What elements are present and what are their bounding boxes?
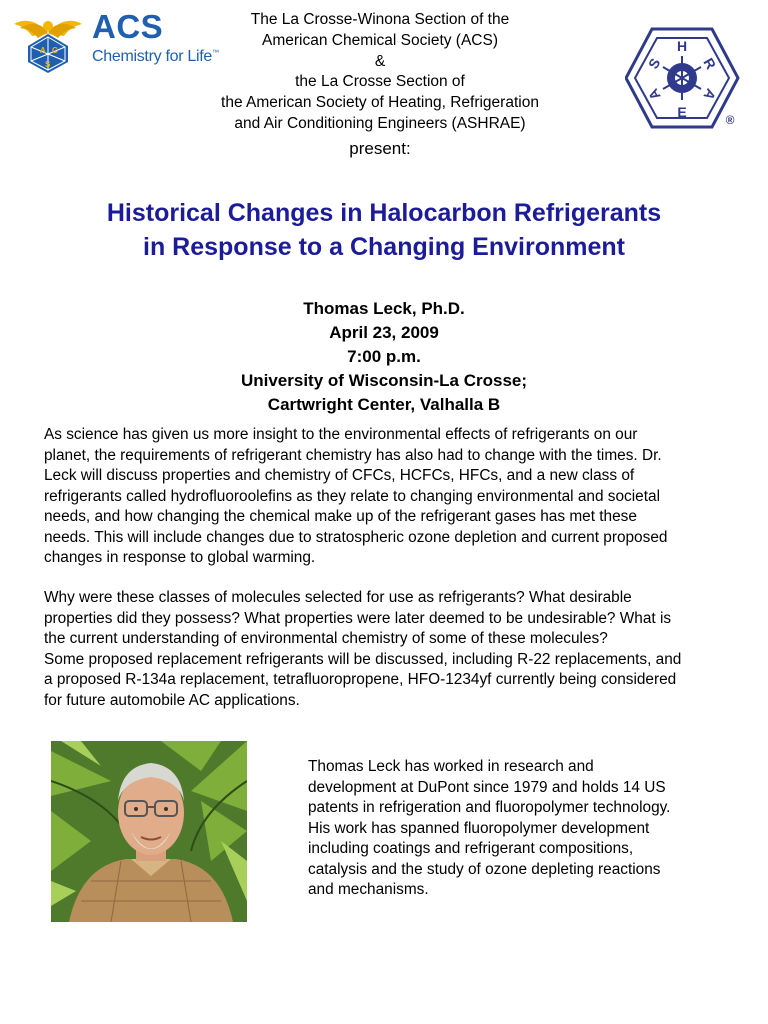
text-line: Some proposed replacement refrigerants will be discussed, including R-22 replacements, and	[44, 650, 682, 668]
header-line: &	[374, 52, 386, 70]
header-line: the American Society of Heating, Refrigeration	[221, 94, 539, 112]
speaker-photo	[51, 741, 247, 922]
svg-text:®: ®	[725, 113, 735, 127]
svg-text:S: S	[644, 55, 664, 72]
text-line: As science has given us more insight to the environmental effects of refrigerants on our	[44, 426, 638, 443]
speaker-bio	[308, 757, 738, 901]
text-line: planet, the requirements of refrigerant chemistry has also had to change with the times. Dr.	[44, 446, 662, 464]
present-label: present:	[349, 139, 411, 158]
svg-text:A: A	[644, 86, 664, 103]
event-details	[100, 297, 668, 417]
text-line: catalysis and the study of ozone depleting reactions	[308, 860, 661, 878]
svg-text:A: A	[700, 86, 720, 103]
acs-trademark: ™	[211, 49, 219, 57]
text-line: properties did they possess? What properties were later deemed to be undesirable? What is	[44, 609, 672, 627]
text-line: the current understanding of environmental chemistry of some of these molecules?	[44, 630, 608, 647]
text-line: patents in refrigeration and fluoropolymer technology.	[308, 799, 671, 816]
header-line: the La Crosse Section of	[295, 73, 465, 91]
text-line: including coatings and refrigerant compositions,	[308, 840, 634, 857]
talk-title	[20, 196, 748, 264]
header-line: American Chemical Society (ACS)	[261, 31, 498, 49]
abstract-paragraph-2	[44, 588, 756, 711]
event-room: Cartwright Center, Valhalla B	[267, 395, 501, 414]
ashrae-logo	[625, 26, 740, 130]
text-line: and mechanisms.	[308, 881, 429, 898]
text-line: changes in response to global warming.	[44, 549, 316, 566]
text-line: development at DuPont since 1979 and holds 14 US	[308, 778, 666, 796]
event-time: 7:00 p.m.	[347, 347, 421, 366]
event-date: April 23, 2009	[329, 323, 439, 342]
title-line: Historical Changes in Halocarbon Refrigerants	[106, 199, 662, 227]
svg-text:C: C	[52, 46, 58, 55]
text-line: needs, and how changing the chemical make up of the refrigerant gases has met these	[44, 508, 637, 525]
text-line: for future automobile AC applications.	[44, 691, 300, 709]
text-line: Leck will discuss properties and chemistry of CFCs, HCFCs, HFCs, and a new class of	[44, 467, 635, 484]
acs-eagle-emblem-icon	[12, 12, 84, 74]
event-venue: University of Wisconsin-La Crosse;	[240, 371, 528, 390]
text-line: refrigerants called hydrofluoroolefins as they relate to changing environmental and societal	[44, 487, 660, 505]
text-line: His work has spanned fluoropolymer development	[308, 819, 650, 837]
text-line: needs. This will include changes due to stratospheric ozone depletion and current proposed	[44, 528, 668, 546]
text-line: a proposed R-134a replacement, tetrafluoropropene, HFO-1234yf currently being considered	[44, 671, 677, 688]
text-line: Thomas Leck has worked in research and	[308, 758, 594, 775]
speaker-name: Thomas Leck, Ph.D.	[303, 299, 465, 318]
svg-text:E: E	[677, 104, 687, 120]
svg-text:S: S	[45, 60, 51, 69]
acs-tagline-text: Chemistry for Life	[92, 48, 212, 65]
svg-text:A: A	[40, 46, 46, 55]
text-line: Why were these classes of molecules selected for use as refrigerants? What desirable	[44, 589, 632, 606]
svg-text:H: H	[676, 38, 688, 54]
acs-wordmark: ACS	[92, 8, 164, 45]
svg-text:R: R	[700, 55, 720, 72]
title-line: in Response to a Changing Environment	[143, 233, 625, 261]
organizer-header	[180, 10, 580, 135]
abstract-paragraph-1	[44, 425, 756, 569]
header-line: and Air Conditioning Engineers (ASHRAE)	[234, 114, 526, 132]
header-line: The La Crosse-Winona Section of the	[250, 11, 510, 28]
